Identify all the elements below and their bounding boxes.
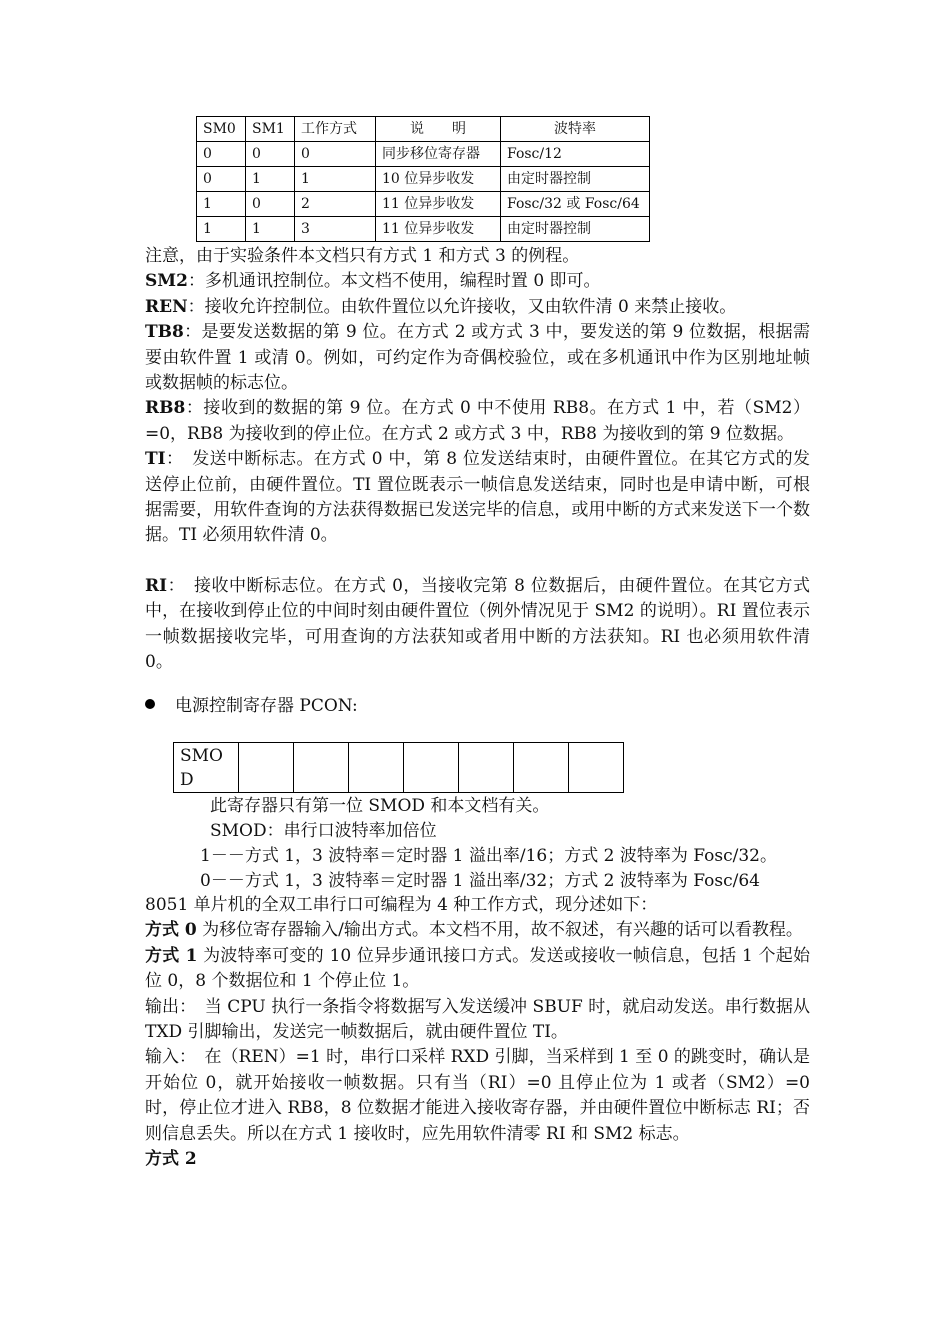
note-paragraph: 注意，由于实验条件本文档只有方式 1 和方式 3 的例程。 [145, 246, 580, 266]
table-cell: 10 位异步收发 [376, 167, 501, 192]
mode0-label: 方式 0 [145, 920, 197, 941]
pcon-register-table [173, 742, 624, 793]
table-cell: 0 [197, 142, 246, 167]
table-cell: 由定时器控制 [501, 217, 650, 242]
register-bit-cell [404, 743, 459, 793]
pcon-note-4: 0－－方式 1，3 波特率＝定时器 1 溢出率/32；方式 2 波特率为 Fosc/64 [200, 871, 760, 891]
register-bit-cell [349, 743, 404, 793]
mode0-paragraph [145, 918, 810, 943]
ri-paragraph [145, 574, 810, 676]
ren-paragraph [145, 295, 810, 320]
pcon-note-1: 此寄存器只有第一位 SMOD 和本文档有关。 [210, 796, 550, 816]
ti-label: TI [145, 449, 166, 470]
rb8-label: RB8 [145, 398, 186, 419]
register-bit-cell [459, 743, 514, 793]
input-paragraph: 输入： 在（REN）=1 时，串行口采样 RXD 引脚，当采样到 1 至 0 的跳变时，确认是开始位 0，就开始接收一帧数据。只有当（RI）=0 且停止位为 1 或者（SM2）=0 时，停止位才进入 RB8，8 位数据才能进入接收寄存器，并由硬件置位中断标志 RI；否则信息丢失。所以在方式 1 接收时，应先用软件清零 RI 和 SM2 标志。 [145, 1047, 810, 1144]
table-cell: 11 位异步收发 [376, 217, 501, 242]
table-cell: 同步移位寄存器 [376, 142, 501, 167]
table-header-row [197, 117, 650, 142]
pcon-bullet-text: 电源控制寄存器 PCON: [175, 696, 358, 716]
smod-cell-line1: SMO [180, 746, 223, 766]
tb8-label: TB8 [145, 322, 184, 343]
table-cell: 11 位异步收发 [376, 192, 501, 217]
table-cell: 1 [197, 192, 246, 217]
table-cell: 由定时器控制 [501, 167, 650, 192]
serial-modes-section [145, 893, 810, 1172]
table-header-cell: 波特率 [501, 117, 650, 142]
serial-mode-table [196, 116, 650, 242]
register-bit-descriptions [145, 244, 810, 676]
table-cell: 1 [246, 217, 295, 242]
ti-text: ： 发送中断标志。在方式 0 中，第 8 位发送结束时，由硬件置位。在其它方式的发送停止位前，由硬件置位。TI 置位既表示一帧信息发送结束，同时也是申请中断，可根据需要，用软件查询的方法获得数据已发送完毕的信息，或用中断的方式来发送下一个数据。TI 必须用软件清 0。 [145, 449, 810, 546]
mode2-heading: 方式 2 [145, 1149, 197, 1170]
ri-label: RI [145, 575, 168, 596]
table-row [197, 142, 650, 167]
register-bit-cell [569, 743, 624, 793]
table-row [174, 743, 624, 793]
bullet-icon [145, 699, 155, 709]
tb8-paragraph [145, 320, 810, 396]
sm2-text: ：多机通讯控制位。本文档不使用，编程时置 0 即可。 [187, 271, 601, 292]
register-bit-cell [514, 743, 569, 793]
table-cell: 2 [295, 192, 376, 217]
table-row [197, 167, 650, 192]
rb8-text: ：接收到的数据的第 9 位。在方式 0 中不使用 RB8。在方式 1 中，若（SM2）=0，RB8 为接收到的停止位。在方式 2 或方式 3 中，RB8 为接收到的第 9 位数据。 [145, 398, 810, 444]
rb8-paragraph [145, 396, 810, 447]
pcon-note-3: 1－－方式 1，3 波特率＝定时器 1 溢出率/16；方式 2 波特率为 Fosc/32。 [200, 846, 777, 866]
sm2-paragraph [145, 269, 810, 294]
intro-paragraph: 8051 单片机的全双工串行口可编程为 4 种工作方式，现分述如下： [145, 895, 658, 915]
mode1-text: 为波特率可变的 10 位异步通讯接口方式。发送或接收一帧信息，包括 1 个起始位 0，8 个数据位和 1 个停止位 1。 [145, 945, 810, 992]
table-cell: 1 [246, 167, 295, 192]
table-cell: 0 [246, 142, 295, 167]
table-header-cell: 说 明 [376, 117, 501, 142]
table-cell: 1 [197, 217, 246, 242]
pcon-note-2: SMOD：串行口波特率加倍位 [210, 821, 437, 841]
table-cell: 1 [295, 167, 376, 192]
register-bit-cell [239, 743, 294, 793]
table-header-cell: 工作方式 [295, 117, 376, 142]
table-cell: 0 [197, 167, 246, 192]
table-cell: Fosc/32 或 Fosc/64 [501, 192, 650, 217]
output-paragraph: 输出： 当 CPU 执行一条指令将数据写入发送缓冲 SBUF 时，就启动发送。串行数据从 TXD 引脚输出，发送完一帧数据后，就由硬件置位 TI。 [145, 996, 810, 1043]
pcon-bullet [145, 694, 358, 718]
smod-cell-line2: D [180, 770, 194, 790]
ri-text: ： 接收中断标志位。在方式 0，当接收完第 8 位数据后，由硬件置位。在其它方式中，在接收到停止位的中间时刻由硬件置位（例外情况见于 SM2 的说明）。RI 置位表示一帧数据接收完毕，可用查询的方法获知或者用中断的方法获知。RI 也必须用软件清 0。 [145, 575, 810, 673]
table-header-cell: SM1 [246, 117, 295, 142]
mode1-paragraph [145, 944, 810, 995]
ren-label: REN [145, 296, 188, 317]
table-row [197, 217, 650, 242]
blank-line [145, 549, 810, 574]
tb8-text: ：是要发送数据的第 9 位。在方式 2 或方式 3 中，要发送的第 9 位数据，根据需要由软件置 1 或清 0。例如，可约定作为奇偶校验位，或在多机通讯中作为区别地址帧或数据帧的标志位。 [145, 322, 810, 394]
mode0-text: 为移位寄存器输入/输出方式。本文档不用，故不叙述，有兴趣的话可以看教程。 [196, 920, 803, 941]
mode1-label: 方式 1 [145, 945, 198, 966]
table-cell: 0 [295, 142, 376, 167]
table-header-cell: SM0 [197, 117, 246, 142]
register-bit-cell [294, 743, 349, 793]
table-cell: 3 [295, 217, 376, 242]
ren-text: ：接收允许控制位。由软件置位以允许接收，又由软件清 0 来禁止接收。 [187, 296, 737, 317]
table-cell: 0 [246, 192, 295, 217]
table-cell: Fosc/12 [501, 142, 650, 167]
ti-paragraph [145, 447, 810, 549]
table-row [197, 192, 650, 217]
smod-bit-cell [174, 743, 239, 793]
sm2-label: SM2 [145, 271, 188, 292]
